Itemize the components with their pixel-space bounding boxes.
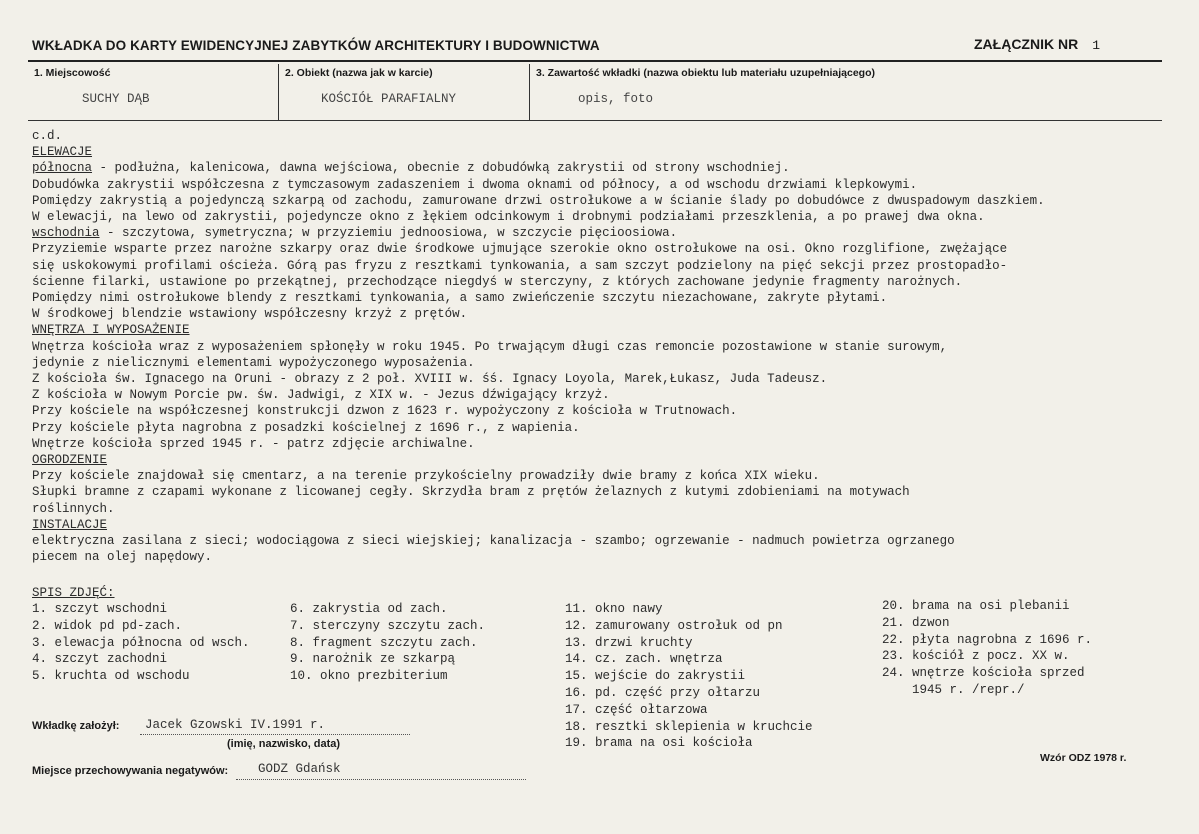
- author-value: Jacek Gzowski IV.1991 r.: [145, 718, 326, 732]
- photo-list-item: 14. cz. zach. wnętrza: [565, 652, 723, 667]
- section-heading: INSTALACJE: [32, 517, 108, 532]
- photo-list-item: 3. elewacja północna od wsch.: [32, 635, 250, 650]
- body-line: Z kościoła św. Ignacego na Oruni - obrazy z 2 poł. XVIII w. śś. Ignacy Loyola, Marek,Łukasz, Juda Tadeusz.: [32, 372, 828, 387]
- photo-list-item: 13. drzwi kruchty: [565, 635, 693, 650]
- attachment-label: ZAŁĄCZNIK NR: [974, 36, 1079, 52]
- photo-list-item: 1. szczyt wschodni: [32, 602, 168, 616]
- body-line: Przy kościele na współczesnej konstrukcji dzwon z 1623 r. wypożyczony z kościoła w Trutnowach.: [32, 404, 738, 419]
- attachment-number: [974, 36, 1100, 53]
- photo-list-item: 4. szczyt zachodni: [32, 652, 168, 667]
- body-line: Dobudówka zakrystii współczesna z tymczasowym zadaszeniem i dwoma oknami od północy, a od wschodu drzwiami klepkowymi.: [32, 177, 918, 192]
- photo-list-item: 11. okno nawy: [565, 602, 663, 616]
- photo-list-item: 21. dzwon: [882, 615, 950, 630]
- section-sublabel: północna: [32, 161, 93, 176]
- body-line: c.d.: [32, 129, 63, 143]
- body-line: roślinnych.: [32, 501, 115, 516]
- body-text: - szczytowa, symetryczna; w przyziemiu jednoosiowa, w szczycie pięcioosiowa.: [99, 226, 678, 241]
- photo-list-heading: [32, 585, 115, 602]
- attachment-value: 1: [1092, 38, 1101, 53]
- field-content-label: 3. Zawartość wkładki (nazwa obiektu lub materiału uzupełniającego): [536, 67, 875, 79]
- field-locality-value: SUCHY DĄB: [82, 92, 150, 106]
- body-line: Z kościoła w Nowym Porcie pw. św. Jadwigi, z XIX w. - Jezus dźwigający krzyż.: [32, 388, 610, 403]
- photo-list-item: 24. wnętrze kościoła sprzed: [882, 666, 1085, 681]
- body-line: Słupki bramne z czapami wykonane z licowanej cegły. Skrzydła bram z prętów żelaznych z kutymi zdobieniami na motywach: [32, 485, 910, 500]
- photo-list-item: 5. kruchta od wschodu: [32, 669, 190, 684]
- body-line: Pomiędzy zakrystią a pojedynczą szkarpą od zachodu, zamurowane drzwi ostrołukowe a w ścianie ślady po dobudówce z dwuspadowym daszkiem.: [32, 193, 1045, 208]
- body-line: Pomiędzy nimi ostrołukowe blendy z resztkami tynkowania, a samo zwieńczenie szczytu niezachowane, zakryte płytami.: [32, 291, 888, 306]
- photo-list-title: SPIS ZDJĘĆ:: [32, 586, 115, 600]
- photo-list-item: 20. brama na osi plebanii: [882, 599, 1070, 613]
- form-title: WKŁADKA DO KARTY EWIDENCYJNEJ ZABYTKÓW ARCHITEKTURY I BUDOWNICTWA: [32, 38, 600, 53]
- photo-list-col-1: [32, 601, 250, 685]
- negatives-value: GODZ Gdańsk: [258, 762, 341, 776]
- photo-list-item: 6. zakrystia od zach.: [290, 602, 448, 616]
- description-body: [32, 128, 1172, 565]
- field-locality-label: 1. Miejscowość: [34, 67, 111, 79]
- section-heading: ELEWACJE: [32, 145, 93, 160]
- photo-list-item: 2. widok pd pd-zach.: [32, 618, 183, 633]
- section-heading: WNĘTRZA I WYPOSAŻENIE: [32, 323, 190, 338]
- photo-list-item: 7. sterczyny szczytu zach.: [290, 618, 486, 633]
- negatives-label: Miejsce przechowywania negatywów:: [32, 765, 229, 777]
- author-dotted-line: [140, 734, 410, 735]
- photo-list-item: 23. kościół z pocz. XX w.: [882, 649, 1070, 664]
- photo-list-item: 19. brama na osi kościoła: [565, 736, 753, 751]
- photo-list-col-4: [882, 598, 1092, 699]
- top-rule: [28, 60, 1162, 62]
- photo-list-item: 10. okno prezbiterium: [290, 669, 448, 684]
- field-object-value: KOŚCIÓŁ PARAFIALNY: [321, 92, 457, 106]
- field-object-label: 2. Obiekt (nazwa jak w karcie): [285, 67, 433, 79]
- author-hint: (imię, nazwisko, data): [227, 738, 341, 750]
- photo-list-item: 12. zamurowany ostrołuk od pn: [565, 618, 783, 633]
- field-locality: [28, 64, 279, 121]
- body-line: Przyziemie wsparte przez narożne szkarpy oraz dwie środkowe ujmujące szerokie okno ostrołukowe na osi. Okno rozglifione, zwężające: [32, 242, 1008, 257]
- section-heading: OGRODZENIE: [32, 453, 108, 468]
- body-line: się uskokowymi profilami ościeża. Górą pas fryzu z resztkami tynkowania, a sam szczyt podzielony na pięć sekcji przez prostopadło-: [32, 258, 1008, 273]
- body-line: piecem na olej napędowy.: [32, 550, 213, 565]
- body-line: [32, 160, 1172, 176]
- body-line: ścienne filarki, ustawione po przekątnej, przechodzące niegdyś w sterczyny, z których zachowane jedynie fragmenty narożnych.: [32, 274, 963, 289]
- body-line: jedynie z nielicznymi elementami wypożyczonego wyposażenia.: [32, 355, 475, 370]
- field-content-value: opis, foto: [578, 92, 654, 106]
- body-text: - podłużna, kalenicowa, dawna wejściowa, obecnie z dobudówką zakrystii od strony wschodniej.: [92, 161, 790, 176]
- photo-list-item: 18. resztki sklepienia w kruchcie: [565, 719, 813, 734]
- body-line: [32, 225, 1172, 241]
- field-content: [530, 64, 1162, 121]
- photo-list-col-3: [565, 601, 813, 752]
- photo-list-item: 1945 r. /repr./: [882, 682, 1025, 697]
- field-object: [279, 64, 530, 121]
- photo-list-item: 9. narożnik ze szkarpą: [290, 652, 456, 667]
- body-line: W środkowej blendzie wstawiony współczesny krzyż z prętów.: [32, 307, 468, 322]
- body-line: Wnętrza kościoła wraz z wyposażeniem spłonęły w roku 1945. Po trwającym długi czas remoncie pozostawione w stanie surowym,: [32, 339, 948, 354]
- body-line: elektryczna zasilana z sieci; wodociągowa z sieci wiejskiej; kanalizacja - szambo; ogrzewanie - nadmuch powietrza ogrzanego: [32, 534, 955, 549]
- photo-list-col-2: [290, 601, 485, 685]
- photo-list-item: 16. pd. część przy ołtarzu: [565, 685, 761, 700]
- author-label: Wkładkę założył:: [32, 720, 120, 732]
- photo-list-item: 17. część ołtarzowa: [565, 702, 708, 717]
- section-sublabel: wschodnia: [32, 226, 100, 241]
- body-line: Wnętrze kościoła sprzed 1945 r. - patrz zdjęcie archiwalne.: [32, 436, 475, 451]
- photo-list-item: 8. fragment szczytu zach.: [290, 635, 478, 650]
- photo-list-item: 22. płyta nagrobna z 1696 r.: [882, 632, 1093, 647]
- body-line: W elewacji, na lewo od zakrystii, pojedyncze okno z łękiem odcinkowym i drobnymi podziałami przeszklenia, a po prawej dwa okna.: [32, 210, 985, 225]
- body-line: Przy kościele znajdował się cmentarz, a na terenie przykościelny prowadziły dwie bramy z końca XIX wieku.: [32, 469, 820, 484]
- form-code: Wzór ODZ 1978 r.: [1040, 752, 1127, 764]
- negatives-dotted-line: [236, 779, 526, 780]
- body-line: Przy kościele płyta nagrobna z posadzki kościelnej z 1696 r., z wapienia.: [32, 420, 580, 435]
- photo-list-item: 15. wejście do zakrystii: [565, 669, 746, 684]
